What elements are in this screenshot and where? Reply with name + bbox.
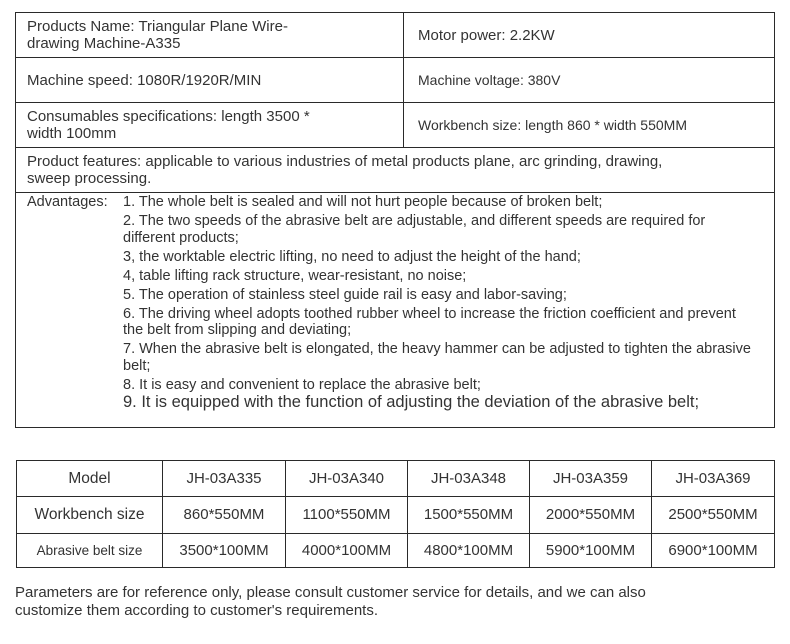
model-name: JH-03A359 [530, 461, 652, 497]
workbench-value: 1100*550MM [286, 497, 408, 533]
advantage-item: 5. The operation of stainless steel guide rail is easy and labor-saving; [123, 286, 567, 303]
advantages-cell [16, 193, 775, 428]
abrasive-header: Abrasive belt size [17, 533, 163, 567]
machine-speed-cell [16, 58, 404, 103]
product-name: Products Name: Triangular Plane Wire-drawing Machine-A335 [27, 18, 288, 52]
product-features: Product features: applicable to various industries of metal products plane, arc grinding, drawing, sweep processing. [27, 153, 663, 187]
abrasive-row [17, 533, 775, 567]
workbench-value: 2500*550MM [652, 497, 775, 533]
model-name: JH-03A335 [163, 461, 286, 497]
workbench-header: Workbench size [17, 497, 163, 533]
advantage-item: 2. The two speeds of the abrasive belt are adjustable, and different speeds are required for different products; [123, 213, 706, 246]
advantage-item: 4, table lifting rack structure, wear-resistant, no noise; [123, 267, 467, 284]
workbench-size: Workbench size: length 860 * width 550MM [418, 116, 687, 133]
model-header: Model [17, 461, 163, 497]
workbench-value: 1500*550MM [408, 497, 530, 533]
abrasive-value: 6900*100MM [652, 533, 775, 567]
advantage-item: 9. It is equipped with the function of adjusting the deviation of the abrasive belt; [123, 393, 700, 411]
advantages-label: Advantages: [27, 194, 108, 210]
abrasive-value: 3500*100MM [163, 533, 286, 567]
machine-voltage: Machine voltage: 380V [418, 71, 561, 88]
consumables: Consumables specifications: length 3500 * width 100mm [27, 108, 310, 142]
advantages-list [123, 194, 774, 411]
model-name: JH-03A340 [286, 461, 408, 497]
advantage-item: 3, the worktable electric lifting, no need to adjust the height of the hand; [123, 248, 581, 265]
product-name-cell [16, 13, 404, 58]
advantage-item: 1. The whole belt is sealed and will not hurt people because of broken belt; [123, 194, 603, 210]
advantages [27, 194, 774, 411]
motor-power: Motor power: 2.2KW [418, 26, 555, 44]
workbench-cell [404, 103, 775, 148]
model-name: JH-03A348 [408, 461, 530, 497]
advantage-item: 7. When the abrasive belt is elongated, the heavy hammer can be adjusted to tighten the abrasive belt; [123, 341, 751, 374]
abrasive-value: 5900*100MM [530, 533, 652, 567]
abrasive-value: 4000*100MM [286, 533, 408, 567]
model-row [17, 461, 775, 497]
model-table [16, 460, 775, 568]
reference-note: Parameters are for reference only, please consult customer service for details, and we can also customize them according to customer's requirements. [15, 584, 646, 619]
spec-table [15, 12, 775, 428]
workbench-value: 860*550MM [163, 497, 286, 533]
model-name: JH-03A369 [652, 461, 775, 497]
machine-voltage-cell [404, 58, 775, 103]
workbench-value: 2000*550MM [530, 497, 652, 533]
workbench-row [17, 497, 775, 533]
advantage-item: 6. The driving wheel adopts toothed rubber wheel to increase the friction coefficient and prevent the belt from slipping and deviating; [123, 305, 736, 338]
motor-power-cell [404, 13, 775, 58]
advantage-item: 8. It is easy and convenient to replace the abrasive belt; [123, 376, 481, 393]
abrasive-value: 4800*100MM [408, 533, 530, 567]
features-cell [16, 148, 775, 193]
machine-speed: Machine speed: 1080R/1920R/MIN [27, 71, 262, 89]
consumables-cell [16, 103, 404, 148]
